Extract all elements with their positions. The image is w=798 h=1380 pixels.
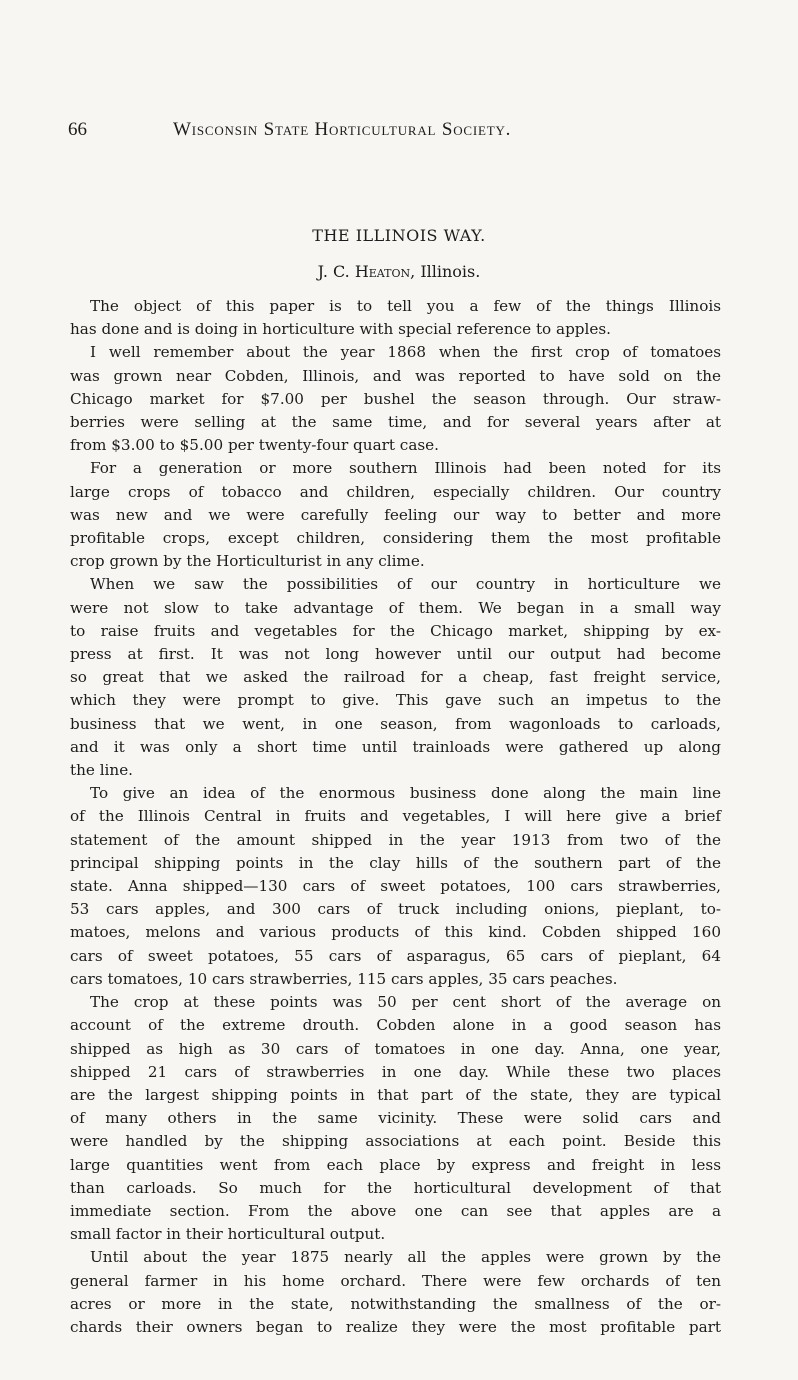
text-line: from $3.00 to $5.00 per twenty-four quart case. (70, 436, 439, 455)
text-line: chards their owners began to realize they were the most profitable part (70, 1317, 721, 1336)
paragraph (70, 782, 721, 991)
article-title: THE ILLINOIS WAY. (312, 226, 486, 245)
text-line: so great that we asked the railroad for a cheap, fast freight service, (70, 668, 721, 687)
text-line: which they were prompt to give. This gave such an impetus to the (70, 691, 721, 710)
paragraph (70, 341, 721, 457)
text-line: statement of the amount shipped in the year 1913 from two of the (70, 830, 721, 849)
text-line: profitable crops, except children, considering them the most profitable (70, 529, 721, 548)
text-line: 53 cars apples, and 300 cars of truck including onions, pieplant, to- (70, 900, 721, 919)
paragraph (70, 991, 721, 1246)
article-body (70, 295, 721, 1339)
running-head (68, 117, 628, 143)
text-line: Chicago market for $7.00 per bushel the season through. Our straw- (70, 389, 721, 408)
text-line: has done and is doing in horticulture with special reference to apples. (70, 320, 611, 339)
paragraph (70, 457, 721, 573)
text-line: cars of sweet potatoes, 55 cars of asparagus, 65 cars of pieplant, 64 (70, 946, 721, 965)
text-line: press at first. It was not long however until our output had become (70, 645, 721, 664)
text-line: than carloads. So much for the horticultural development of that (70, 1178, 721, 1197)
text-line: immediate section. From the above one can see that apples are a (70, 1201, 721, 1220)
text-line: to raise fruits and vegetables for the Chicago market, shipping by ex- (70, 621, 721, 640)
text-line: matoes, melons and various products of this kind. Cobden shipped 160 (70, 923, 721, 942)
text-line: account of the extreme drouth. Cobden alone in a good season has (70, 1016, 721, 1035)
text-line: of the Illinois Central in fruits and vegetables, I will here give a brief (70, 807, 721, 826)
byline (0, 262, 798, 281)
text-line: The crop at these points was 50 per cent short of the average on (90, 993, 721, 1012)
text-line: large quantities went from each place by express and freight in less (70, 1155, 721, 1174)
text-line: principal shipping points in the clay hills of the southern part of the (70, 853, 721, 872)
text-line: was grown near Cobden, Illinois, and was reported to have sold on the (70, 366, 721, 385)
text-line: business that we went, in one season, from wagonloads to carloads, (70, 714, 721, 733)
text-line: shipped as high as 30 cars of tomatoes in one day. Anna, one year, (70, 1039, 721, 1058)
text-line: cars tomatoes, 10 cars strawberries, 115 cars apples, 35 cars peaches. (70, 969, 618, 988)
paragraph (70, 1246, 721, 1339)
text-line: crop grown by the Horticulturist in any clime. (70, 552, 425, 571)
text-line: I well remember about the year 1868 when the first crop of tomatoes (90, 343, 721, 362)
text-line: large crops of tobacco and children, especially children. Our country (70, 482, 721, 501)
text-line: and it was only a short time until trainloads were gathered up along (70, 737, 721, 756)
text-line: were handled by the shipping associations at each point. Beside this (70, 1132, 721, 1151)
text-line: To give an idea of the enormous business done along the main line (90, 784, 721, 803)
text-line: small factor in their horticultural output. (70, 1225, 386, 1244)
text-line: The object of this paper is to tell you a few of the things Illinois (90, 297, 721, 315)
text-line: shipped 21 cars of strawberries in one day. While these two places (70, 1062, 721, 1081)
text-line: acres or more in the state, notwithstanding the smallness of the or- (70, 1294, 721, 1313)
paragraph (70, 295, 721, 341)
page-number: 66 (68, 119, 87, 140)
running-title: Wisconsin State Horticultural Society. (173, 119, 512, 140)
text-line: berries were selling at the same time, and for several years after at (70, 413, 721, 432)
author-location: , Illinois. (410, 262, 481, 281)
author-name: J. C. Heaton (317, 262, 411, 281)
text-line: the line. (70, 761, 134, 780)
text-line: of many others in the same vicinity. These were solid cars and (70, 1109, 721, 1128)
text-line: general farmer in his home orchard. There were few orchards of ten (70, 1271, 721, 1290)
text-line: were not slow to take advantage of them. We began in a small way (70, 598, 721, 617)
text-line: state. Anna shipped—130 cars of sweet potatoes, 100 cars strawberries, (70, 877, 721, 896)
text-line: are the largest shipping points in that part of the state, they are typical (70, 1085, 721, 1104)
text-line: Until about the year 1875 nearly all the apples were grown by the (90, 1248, 721, 1267)
text-line: was new and we were carefully feeling our way to better and more (70, 505, 721, 524)
text-line: When we saw the possibilities of our country in horticulture we (90, 575, 721, 594)
paragraph (70, 573, 721, 782)
text-line: For a generation or more southern Illinois had been noted for its (90, 459, 721, 478)
